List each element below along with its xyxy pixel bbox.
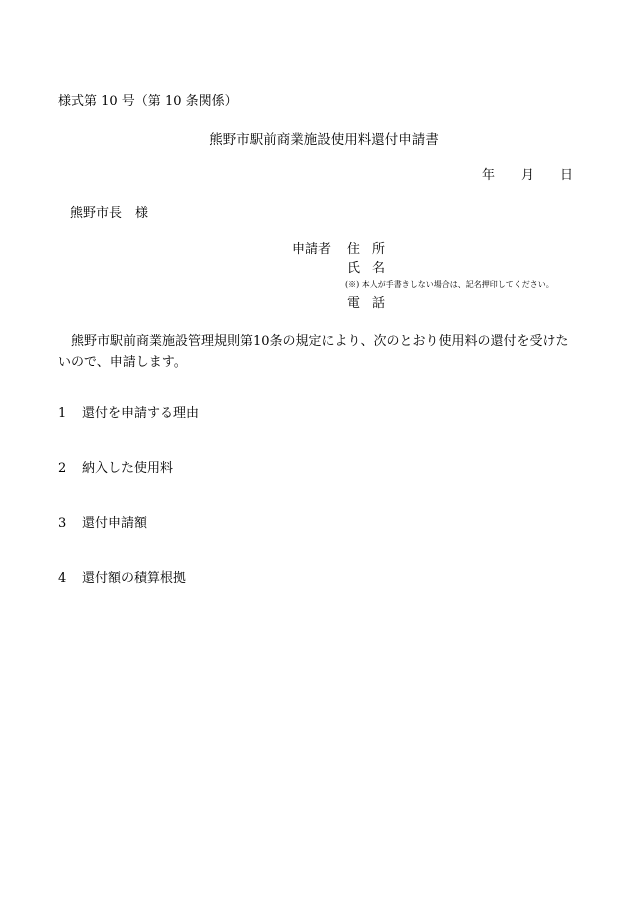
item-label: 還付申請額	[82, 516, 148, 531]
address-label-char-2: 所	[372, 242, 386, 257]
date-line	[482, 168, 573, 184]
name-label-char-2: 名	[372, 261, 386, 276]
document-title: 熊野市駅前商業施設使用料還付申請書	[209, 132, 439, 148]
date-month-label: 月	[521, 168, 535, 183]
address-label	[347, 242, 385, 258]
item-label: 還付を申請する理由	[82, 406, 200, 421]
list-item	[58, 461, 173, 477]
item-number: 1	[58, 406, 67, 421]
name-label-char-1: 氏	[347, 261, 361, 276]
name-label	[347, 261, 385, 277]
list-item	[58, 571, 186, 587]
list-item	[58, 516, 147, 532]
item-number: 4	[58, 571, 67, 586]
phone-label	[347, 296, 385, 312]
addressee: 熊野市長 様	[70, 206, 149, 221]
form-number: 様式第 10 号（第 10 条関係）	[58, 94, 238, 109]
date-day-label: 日	[560, 168, 574, 183]
date-year-label: 年	[482, 168, 496, 183]
item-number: 3	[58, 516, 67, 531]
list-item	[58, 406, 199, 422]
item-label: 納入した使用料	[82, 461, 174, 476]
body-paragraph: 熊野市駅前商業施設管理規則第10条の規定により、次のとおり使用料の還付を受けたいので、申請します。	[58, 334, 569, 370]
signature-note: (※) 本人が手書きしない場合は、記名押印してください。	[345, 280, 554, 289]
phone-label-char-1: 電	[347, 296, 361, 311]
item-number: 2	[58, 461, 67, 476]
item-label: 還付額の積算根拠	[82, 571, 187, 586]
applicant-label: 申請者	[292, 242, 332, 257]
phone-label-char-2: 話	[372, 296, 386, 311]
address-label-char-1: 住	[347, 242, 361, 257]
